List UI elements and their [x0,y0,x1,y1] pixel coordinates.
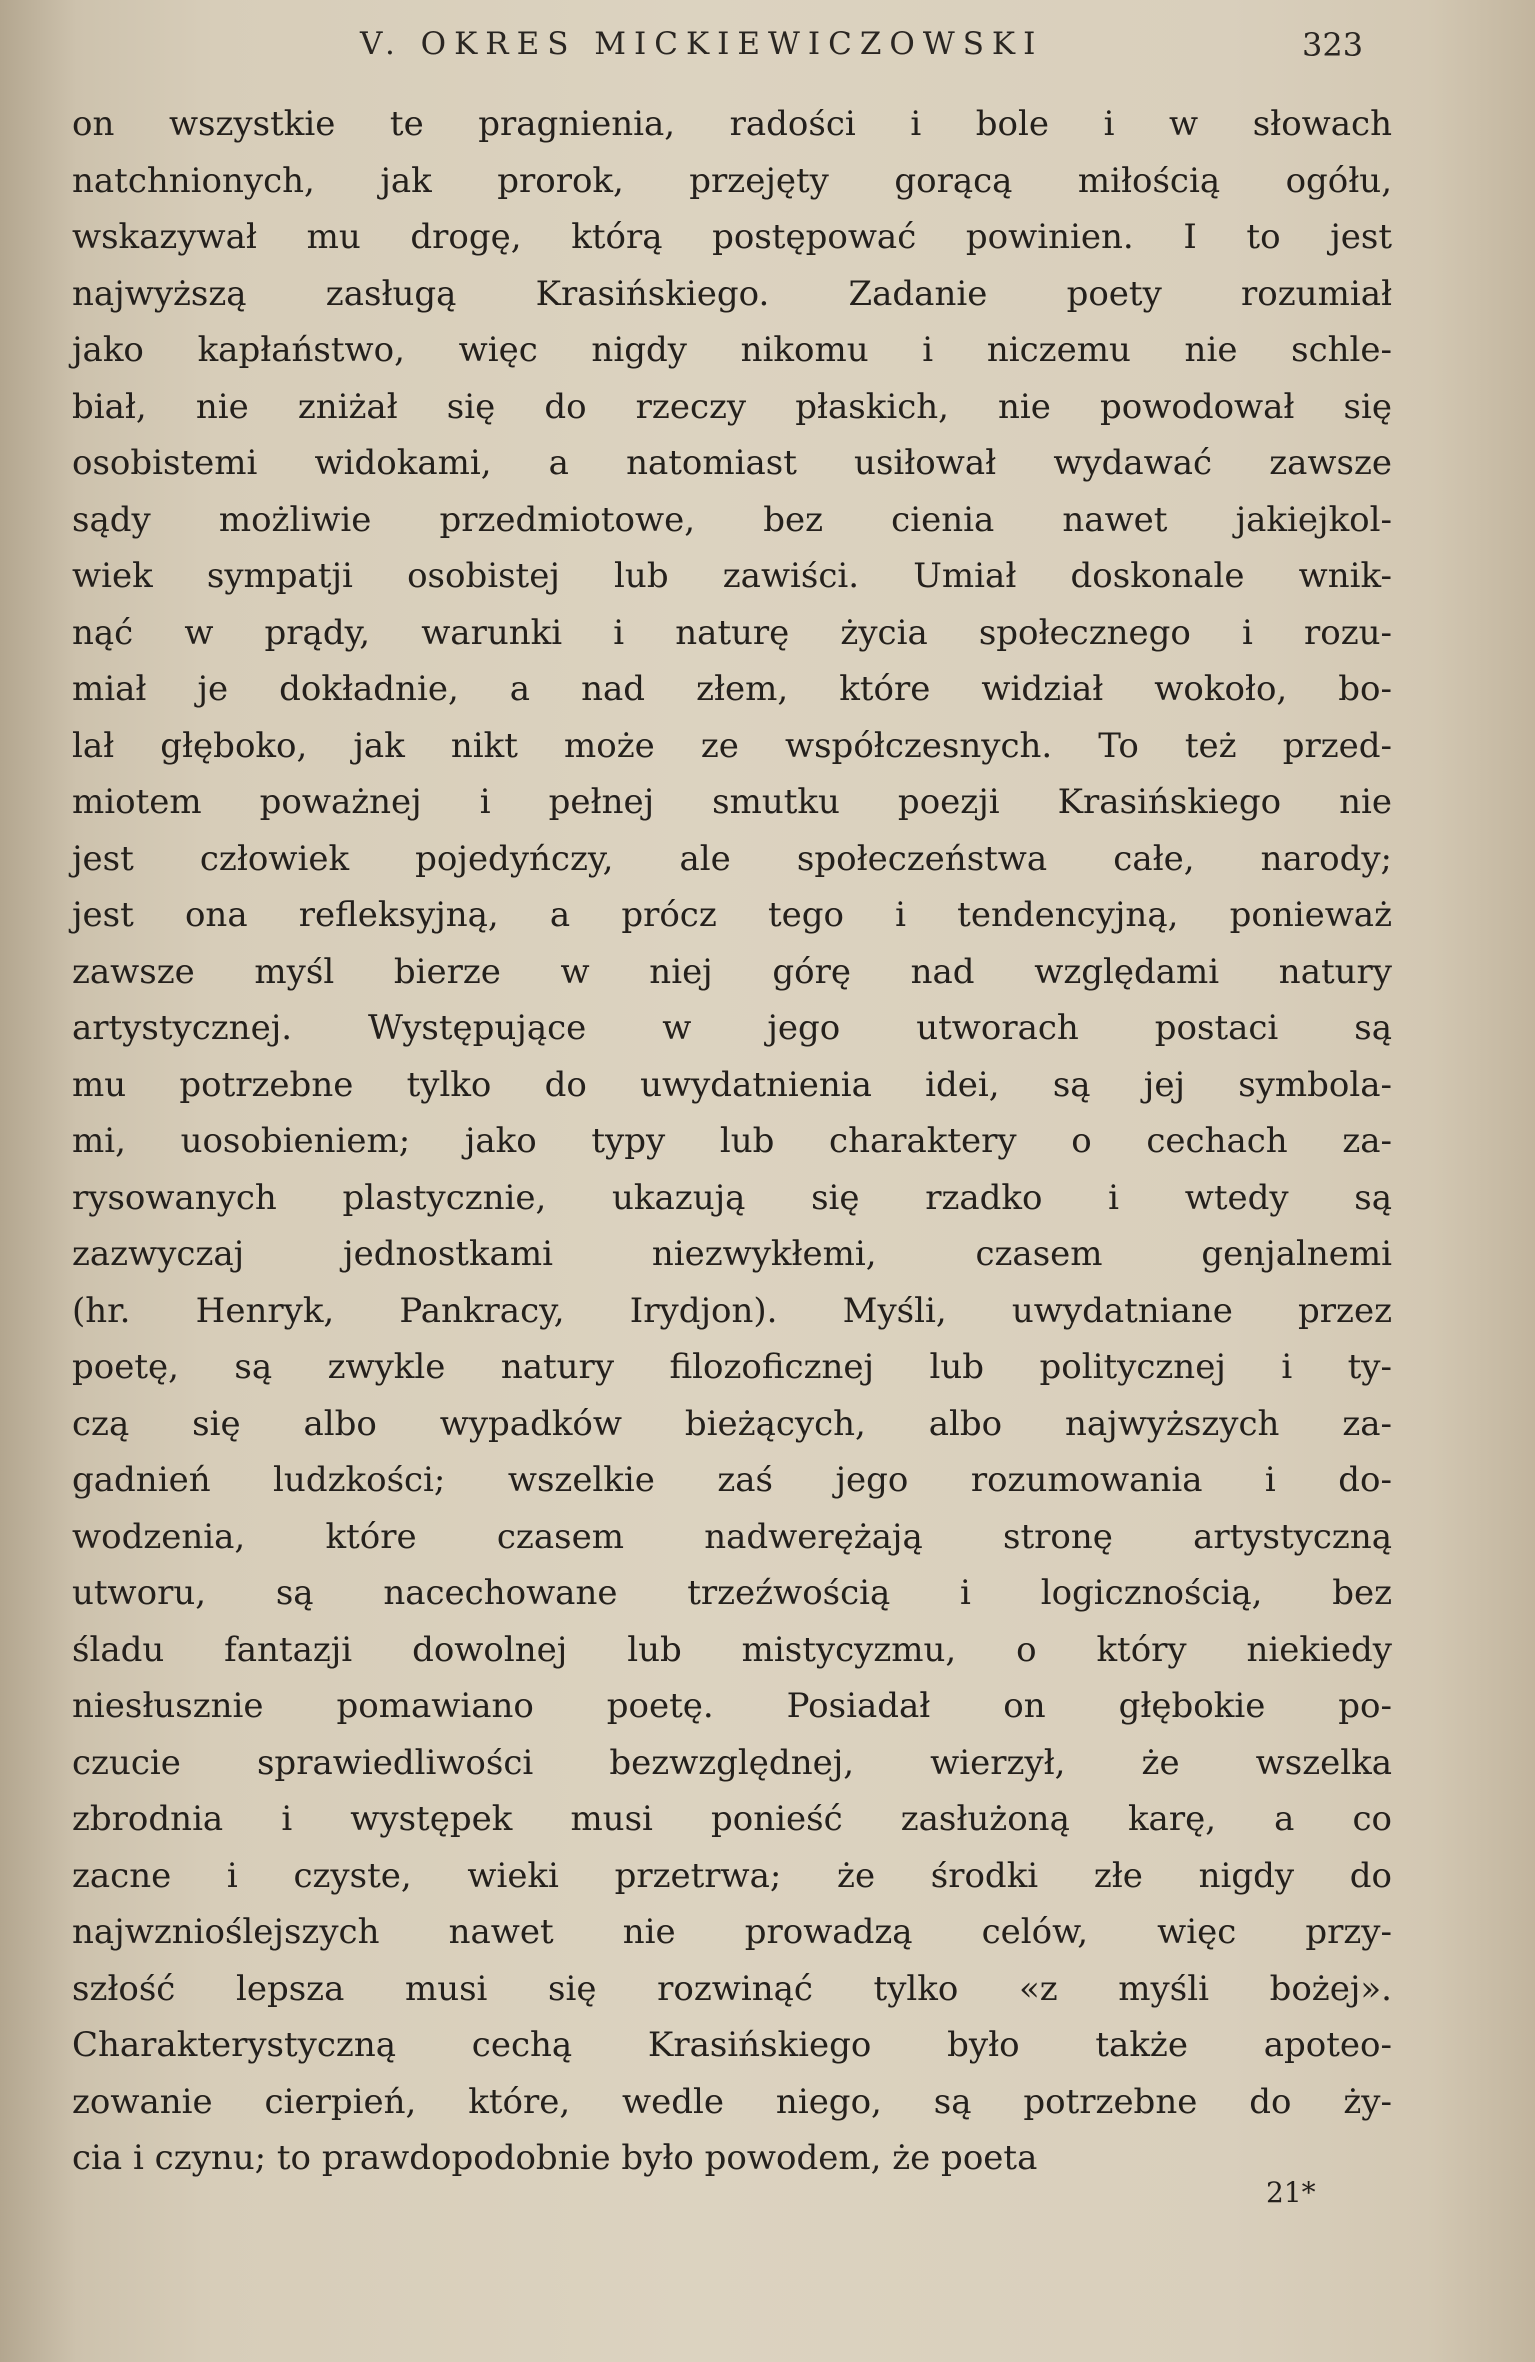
text-line-17: artystycznej. Występujące w jego utworach postaci są [72,1008,1392,1048]
text-line-3: wskazywał mu drogę, którą postępować powinien. I to jest [72,217,1392,257]
text-line-19: mi, uosobieniem; jako typy lub charaktery o cechach za- [72,1121,1392,1161]
text-line-35: Charakterystyczną cechą Krasińskiego było także apoteo- [72,2025,1392,2065]
text-line-16: zawsze myśl bierze w niej górę nad względami natury [72,951,1392,992]
text-line-18: mu potrzebne tylko do uwydatnienia idei, są jej symbola- [72,1064,1392,1105]
running-title: V. OKRES MICKIEWICZOWSKI [360,26,1044,62]
text-line-36: zowanie cierpień, które, wedle niego, są potrzebne do ży- [72,2081,1392,2122]
printer-signature-mark: 21* [1266,2176,1316,2209]
text-line-10: nąć w prądy, warunki i naturę życia społecznego i rozu- [72,612,1392,653]
text-line-13: miotem poważnej i pełnej smutku poezji Krasińskiego nie [72,782,1392,822]
text-line-34: szłość lepsza musi się rozwinąć tylko «z myśli bożej». [72,1968,1392,2009]
text-line-7: osobistemi widokami, a natomiast usiłował wydawać zawsze [72,443,1392,483]
text-line-31: zbrodnia i występek musi ponieść zasłużoną karę, a co [72,1799,1392,1839]
text-line-6: biał, nie zniżał się do rzeczy płaskich, nie powodował się [72,386,1392,427]
text-line-12: lał głęboko, jak nikt może ze współczesnych. To też przed- [72,725,1392,766]
text-line-9: wiek sympatji osobistej lub zawiści. Umiał doskonale wnik- [72,556,1392,596]
text-line-20: rysowanych plastycznie, ukazują się rzadko i wtedy są [72,1177,1392,1218]
text-line-14: jest człowiek pojedyńczy, ale społeczeństwa całe, narody; [72,838,1392,879]
text-line-15: jest ona refleksyjną, a prócz tego i tendencyjną, ponieważ [72,895,1392,935]
text-line-23: poetę, są zwykle natury filozoficznej lub politycznej i ty- [72,1347,1392,1387]
text-line-8: sądy możliwie przedmiotowe, bez cienia nawet jakiejkol- [72,499,1392,540]
body-text [72,96,1392,2187]
text-line-22: (hr. Henryk, Pankracy, Irydjon). Myśli, uwydatniane przez [72,1290,1392,1331]
text-line-2: natchnionych, jak prorok, przejęty gorącą miłością ogółu, [72,160,1392,201]
text-line-21: zazwyczaj jednostkami niezwykłemi, czasem genjalnemi [72,1234,1392,1274]
text-line-37: cia i czynu; to prawdopodobnie było powodem, że poeta [72,2138,1038,2178]
text-line-1: on wszystkie te pragnienia, radości i bole i w słowach [72,104,1392,144]
running-header [0,26,1535,76]
text-line-5: jako kapłaństwo, więc nigdy nikomu i niczemu nie schle- [72,330,1392,370]
text-line-27: utworu, są nacechowane trzeźwością i logicznością, bez [72,1573,1392,1613]
text-line-25: gadnień ludzkości; wszelkie zaś jego rozumowania i do- [72,1460,1392,1500]
text-line-30: czucie sprawiedliwości bezwzględnej, wierzył, że wszelka [72,1742,1392,1783]
text-line-28: śladu fantazji dowolnej lub mistycyzmu, o który niekiedy [72,1629,1392,1670]
page-number: 323 [1302,26,1364,64]
text-line-24: czą się albo wypadków bieżących, albo najwyższych za- [72,1403,1392,1444]
text-line-33: najwznioślejszych nawet nie prowadzą celów, więc przy- [72,1912,1392,1952]
text-line-26: wodzenia, które czasem nadwerężają stronę artystyczną [72,1516,1392,1557]
text-line-11: miał je dokładnie, a nad złem, które widział wokoło, bo- [72,669,1392,709]
text-line-32: zacne i czyste, wieki przetrwa; że środki złe nigdy do [72,1855,1392,1896]
text-line-29: niesłusznie pomawiano poetę. Posiadał on głębokie po- [72,1686,1392,1726]
text-line-4: najwyższą zasługą Krasińskiego. Zadanie poety rozumiał [72,273,1392,314]
